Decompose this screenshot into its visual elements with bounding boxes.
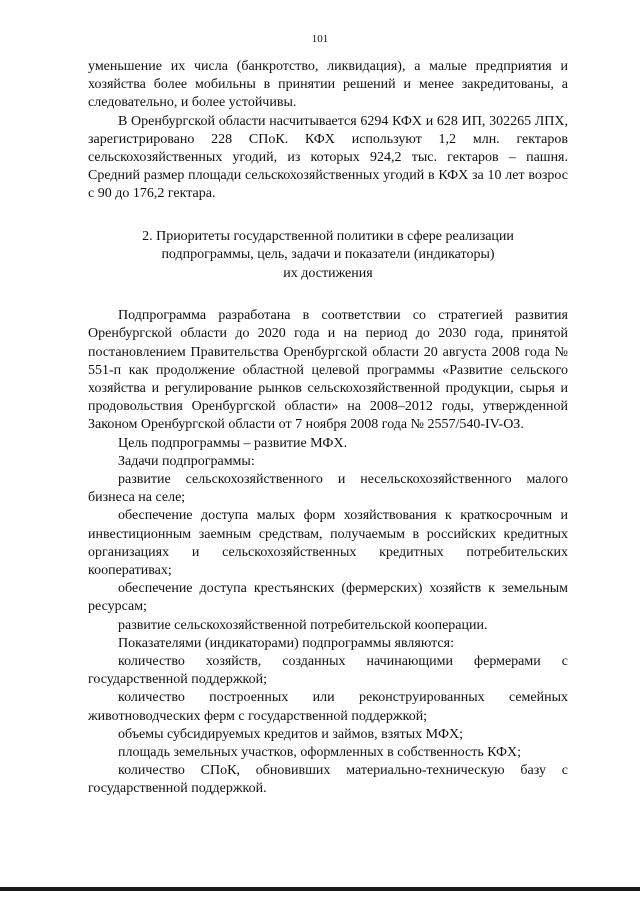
paragraph-statistics: В Оренбургской области насчитывается 6294 КФХ и 628 ИП, 302265 ЛПХ, зарегистрировано 228 СПоК. КФХ используют 1,2 млн. гектаров сельскохозяйственных угодий, из которых 924,2 тыс. гектаров – пашня. Средний размер площади сельскохозяйственных угодий в КФХ за 10 лет возрос с 90 до 176,2 гектара. — [88, 113, 568, 202]
section-heading-line: их достижения — [283, 265, 373, 281]
paragraph-tasks-heading: Задачи подпрограммы: — [118, 453, 255, 469]
list-item-task: обеспечение доступа крестьянских (фермерских) хозяйств к земельным ресурсам; — [88, 581, 568, 615]
page-number: 101 — [311, 33, 329, 45]
scan-bottom-edge — [0, 887, 640, 891]
list-item-indicator: объемы субсидируемых кредитов и займов, взятых МФХ; — [118, 726, 464, 742]
list-item-indicator: площадь земельных участков, оформленных в собственность КФХ; — [118, 745, 522, 760]
section-heading — [88, 228, 568, 284]
list-item-indicator: количество построенных или реконструированных семейных животноводческих ферм с государственной поддержкой; — [88, 690, 568, 724]
document-body — [88, 58, 568, 799]
paragraph-strategy: Подпрограмма разработана в соответствии со стратегией развития Оренбургской области до 2020 года и на период до 2030 года, принятой постановлением Правительства Оренбургской области 20 августа 2008 года № 551-п как продолжение областной целевой программы «Развитие сельского хозяйства и регулирование рынков сельскохозяйственной продукции, сырья и продовольствия Оренбургской области» на 2008–2012 годы, утвержденной Законом Оренбургской области от 7 ноября 2008 года № 2557/540-IV-ОЗ. — [88, 308, 568, 433]
paragraph-goal: Цель подпрограммы – развитие МФХ. — [118, 435, 348, 451]
section-heading-line: подпрограммы, цель, задачи и показатели (индикаторы) — [161, 247, 495, 263]
list-item-task: развитие сельскохозяйственной потребительской кооперации. — [118, 617, 488, 633]
section-heading-line: 2. Приоритеты государственной политики в сфере реализации — [142, 228, 514, 244]
list-item-indicator: количество СПоК, обновивших материально-техническую базу с государственной поддержкой. — [88, 763, 568, 797]
paragraph-continuation: уменьшение их числа (банкротство, ликвидация), а малые предприятия и хозяйства более мобильны в принятии решений и менее закредитованы, а следовательно, и более устойчивы. — [88, 59, 568, 111]
list-item-indicator: количество хозяйств, созданных начинающими фермерами с государственной поддержкой; — [88, 653, 568, 688]
list-item-task: обеспечение доступа малых форм хозяйствования к краткосрочным и инвестиционным заемным средствам, получаемым в российских кредитных организациях и сельскохозяйственных кредитных потребительских кооперативах; — [88, 508, 568, 578]
paragraph-indicators-heading: Показателями (индикаторами) подпрограммы являются: — [118, 635, 454, 651]
list-item-task: развитие сельскохозяйственного и несельскохозяйственного малого бизнеса на селе; — [88, 471, 568, 506]
